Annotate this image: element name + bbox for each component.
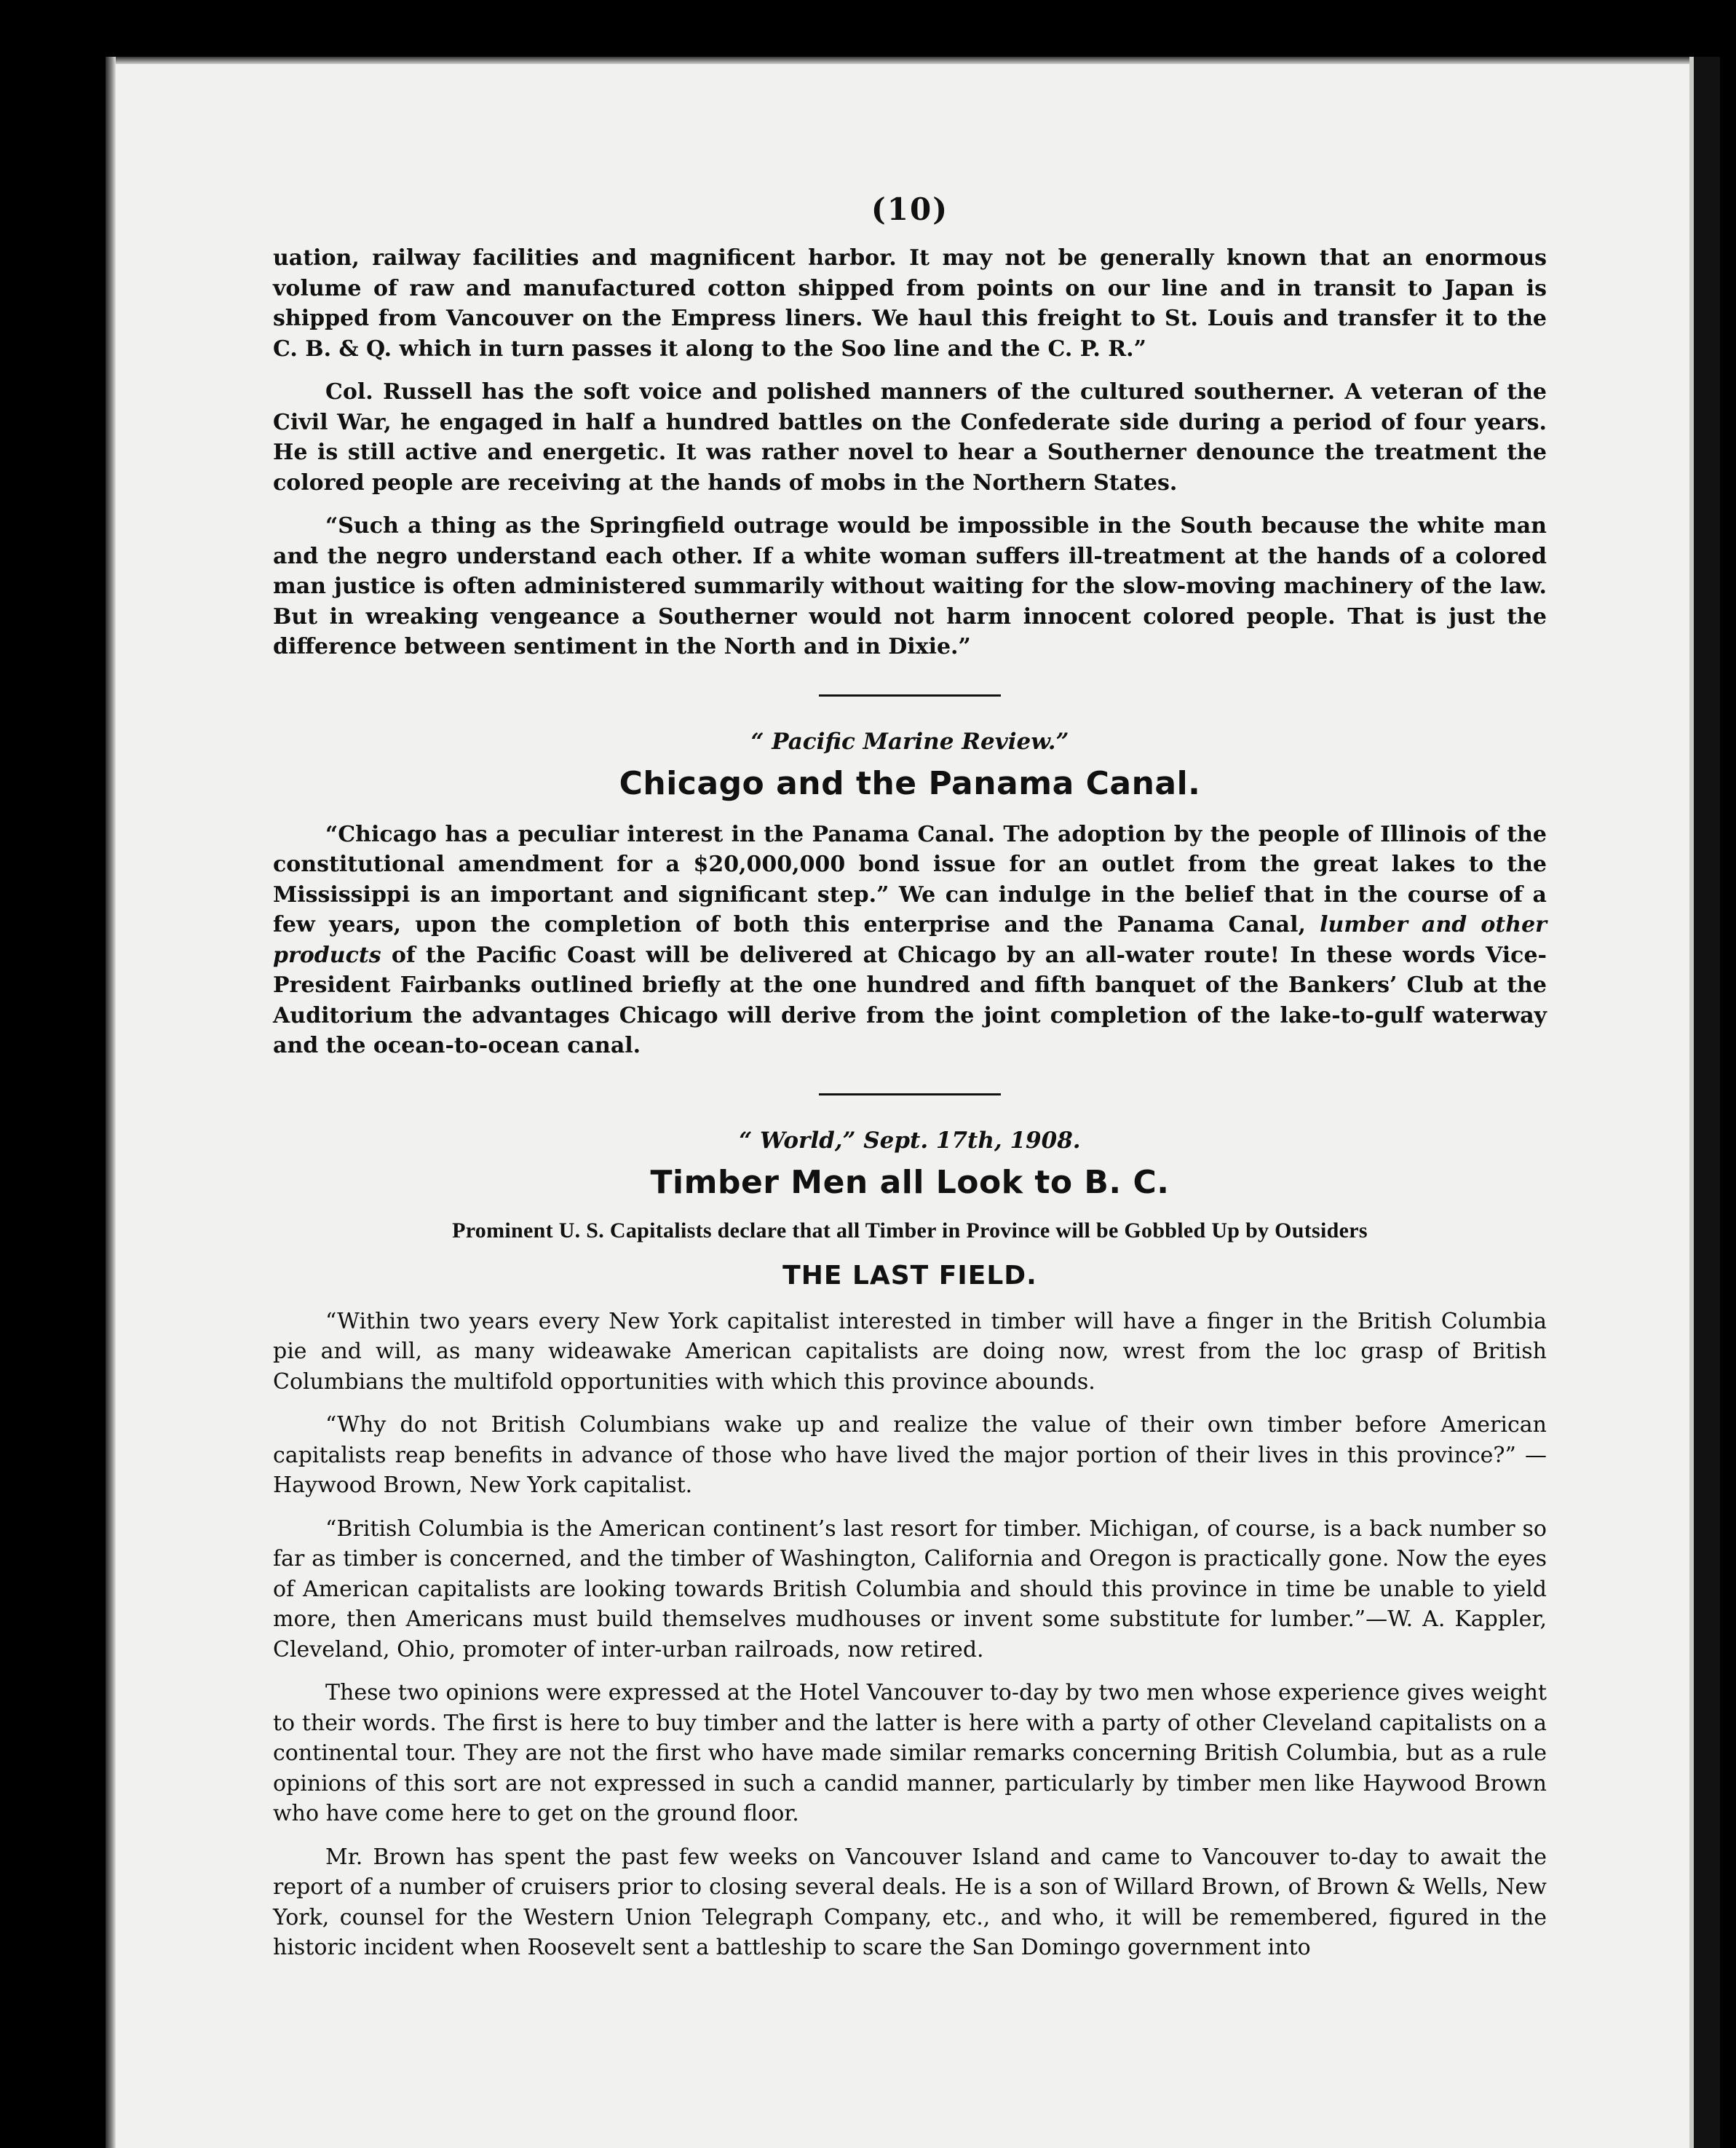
paragraph: Mr. Brown has spent the past few weeks on Vancouver Island and came to Vancouver to-day to await the report of a number of cruisers prior to closing several deals. He is a son of Willard Brown, of Brown & Wells, New York, counsel for the Western Union Telegraph Company, etc., and who, it will be remembered, figured in the historic incident when Roosevelt sent a battleship to scare the San Domingo government into	[273, 1844, 1547, 1960]
page-number: (10)	[871, 191, 949, 227]
paragraph: These two opinions were expressed at the Hotel Vancouver to-day by two men whose experience gives weight to their words. The first is here to buy timber and the latter is here with a party of other Cleveland capitalists on a continental tour. They are not the first who have made similar remarks concerning British Columbia, but as a rule opinions of this sort are not expressed in such a candid manner, particularly by timber men like Haywood Brown who have come here to get on the ground floor.	[273, 1680, 1547, 1826]
section-divider	[819, 1093, 1001, 1095]
page-content	[273, 191, 1547, 1976]
section-panama-canal	[273, 729, 1547, 1061]
section-russell-interview	[273, 243, 1547, 662]
page-top-edge	[106, 57, 1720, 64]
article-kicker: THE LAST FIELD.	[782, 1260, 1037, 1291]
article-headline: Chicago and the Panama Canal.	[619, 764, 1201, 802]
paragraph: “Such a thing as the Springfield outrage would be impossible in the South because the white man and the negro understand each other. If a white woman suffers ill-treatment at the hands of a colored man justice is often administered summarily without waiting for the slow-moving machinery of the law. But in wreaking vengeance a Southerner would not harm innocent colored people. That is just the difference between sentiment in the North and in Dixie.”	[273, 513, 1547, 659]
paragraph: “Why do not British Columbians wake up and realize the value of their own timber before American capitalists reap benefits in advance of those who have lived the major portion of their lives in this province?” —Haywood Brown, New York capitalist.	[273, 1412, 1547, 1498]
article-subheadline: Prominent U. S. Capitalists declare that all Timber in Province will be Gobbled Up by Outsiders	[452, 1218, 1368, 1243]
page-right-margin-strip	[1694, 57, 1720, 2148]
document-page	[106, 57, 1720, 2148]
paragraph: Col. Russell has the soft voice and polished manners of the cultured southerner. A veteran of the Civil War, he engaged in half a hundred battles on the Confederate side during a period of four years. He is still active and energetic. It was rather novel to hear a Southerner denounce the treatment the colored people are receiving at the hands of mobs in the Northern States.	[273, 379, 1547, 496]
paragraph: “Within two years every New York capitalist interested in timber will have a finger in the British Columbia pie and will, as many wideawake American capitalists are doing now, wrest from the loc grasp of British Columbians the multifold opportunities with which this province abounds.	[273, 1308, 1547, 1395]
paragraph-text: “Chicago has a peculiar interest in the Panama Canal. The adoption by the people of Illinois of the constitutional amendment for a $20,000,000 bond issue for an outlet from the great lakes to the Mississippi is an important and significant step.” We can indulge in the belief that in the course of a few years, upon the completion of both this enterprise and the Panama Canal,	[273, 821, 1547, 938]
article-headline: Timber Men all Look to B. C.	[650, 1163, 1170, 1201]
section-divider	[819, 694, 1001, 697]
paragraph	[273, 820, 1547, 1061]
paragraph: uation, railway facilities and magnificent harbor. It may not be generally known that an enormous volume of raw and manufactured cotton shipped from points on our line and in transit to Japan is shipped from Vancouver on the Empress liners. We haul this freight to St. Louis and transfer it to the C. B. & Q. which in turn passes it along to the Soo line and the C. P. R.”	[273, 245, 1547, 362]
section-timber-men	[273, 1127, 1547, 1963]
page-left-edge	[106, 57, 116, 2148]
paragraph: “British Columbia is the American continent’s last resort for timber. Michigan, of course, is a back number so far as timber is concerned, and the timber of Washington, California and Oregon is practically gone. Now the eyes of American capitalists are looking towards British Columbia and should this province in time be unable to yield more, then Americans must build themselves mudhouses or invent some substitute for lumber.”—W. A. Kappler, Cleveland, Ohio, promoter of inter-urban railroads, now retired.	[273, 1515, 1547, 1662]
paragraph-text: of the Pacific Coast will be delivered at Chicago by an all-water route! In these words Vice-President Fairbanks outlined briefly at the one hundred and fifth banquet of the Bankers’ Club at the Auditorium the advantages Chicago will derive from the joint completion of the lake-to-gulf waterway and the ocean-to-ocean canal.	[273, 942, 1547, 1058]
article-source: “ World,” Sept. 17th, 1908.	[739, 1127, 1081, 1154]
emphasis-text: lumber and other products	[273, 912, 1547, 968]
article-source: “ Pacific Marine Review.”	[750, 728, 1069, 755]
